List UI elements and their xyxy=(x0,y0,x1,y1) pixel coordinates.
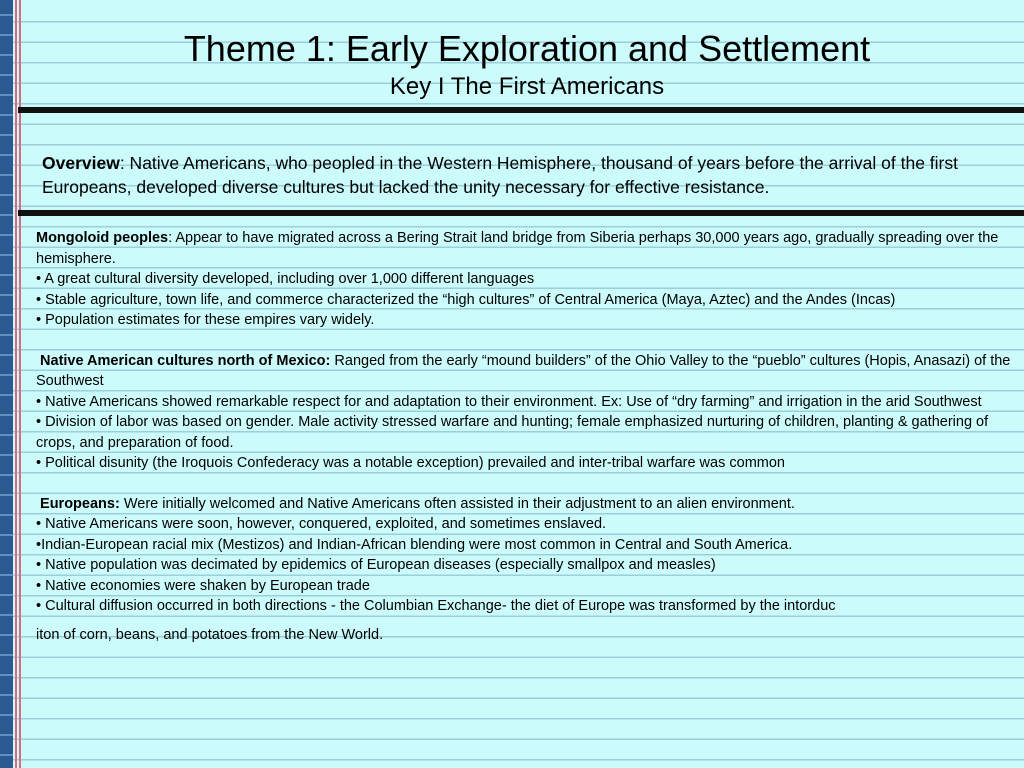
spacer xyxy=(36,474,1016,494)
native-intro xyxy=(36,351,1016,392)
divider-bottom xyxy=(18,210,1024,216)
bullet-item: • Native Americans were soon, however, conquered, exploited, and sometimes enslaved. xyxy=(36,516,607,532)
bullet-item: iton of corn, beans, and potatoes from the New World. xyxy=(36,626,384,643)
divider-top xyxy=(18,107,1024,113)
margin-line xyxy=(15,0,17,768)
europeans-intro xyxy=(36,494,1016,515)
native-heading: Native American cultures north of Mexico: xyxy=(40,352,331,369)
overview-paragraph xyxy=(42,151,1017,199)
bullet-item: • Population estimates for these empires vary widely. xyxy=(36,312,375,328)
page-title: Theme 1: Early Exploration and Settlement xyxy=(183,28,871,69)
notebook-binding xyxy=(0,0,13,768)
bullet-item: • Cultural diffusion occurred in both directions - the Columbian Exchange- the diet of Europe was transformed by the intorduc xyxy=(36,598,836,614)
title-block xyxy=(30,28,1024,102)
bullet-item: •Indian-European racial mix (Mestizos) and Indian-African blending were most common in Central and South America. xyxy=(36,536,793,553)
bullet-item: • Native population was decimated by epidemics of European diseases (especially smallpox and measles) xyxy=(36,557,716,573)
mongoloid-intro xyxy=(36,228,1016,269)
content-body xyxy=(36,228,1016,645)
bullet-item: • Native economies were shaken by European trade xyxy=(36,577,370,594)
native-intro-text: Ranged from the early “mound builders” of the Ohio Valley to the “pueblo” cultures (Hopis, Anasazi) of the Southwest xyxy=(36,352,1011,389)
mongoloid-intro-text: : Appear to have migrated across a Bering Strait land bridge from Siberia perhaps 30,000 years ago, gradually spreading over the hemisphere. xyxy=(36,230,999,267)
europeans-intro-text: Were initially welcomed and Native Americans often assisted in their adjustment to an alien environment. xyxy=(119,495,795,512)
page-subtitle: Key I The First Americans xyxy=(389,73,665,100)
overview-label: Overview xyxy=(42,153,120,173)
bullet-item: • Division of labor was based on gender. Male activity stressed warfare and hunting; female emphasized nurturing of children, planting & gathering of crops, and preparation of food. xyxy=(36,414,989,451)
bullet-item: • A great cultural diversity developed, including over 1,000 different languages xyxy=(36,271,535,287)
spacer xyxy=(36,331,1016,351)
bullet-item: • Native Americans showed remarkable respect for and adaptation to their environment. Ex: Use of “dry farming” and irrigation in the arid Southwest xyxy=(36,393,982,410)
bullet-item: • Stable agriculture, town life, and commerce characterized the “high cultures” of Central America (Maya, Aztec) and the Andes (Incas) xyxy=(36,291,896,308)
margin-line xyxy=(19,0,21,768)
mongoloid-heading: Mongoloid peoples xyxy=(36,230,169,246)
bullet-item: • Political disunity (the Iroquois Confederacy was a notable exception) prevailed and inter-tribal warfare was common xyxy=(36,455,785,471)
overview-text: : Native Americans, who peopled in the Western Hemisphere, thousand of years before the arrival of the first Europeans, developed diverse cultures but lacked the unity necessary for effective resistance. xyxy=(42,153,958,197)
europeans-heading: Europeans: xyxy=(40,495,120,512)
